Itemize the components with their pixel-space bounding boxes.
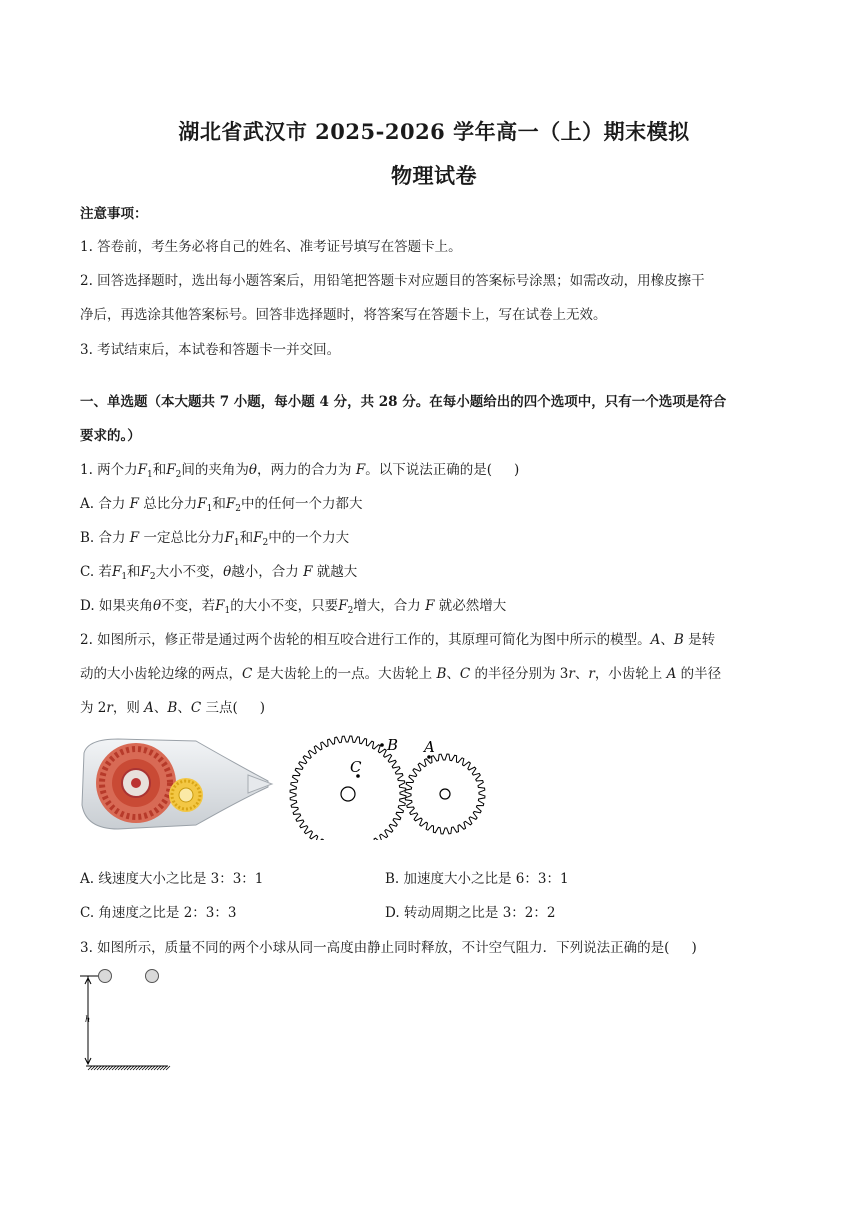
notice-item-1: 1. 答卷前，考生务必将自己的姓名、准考证号填写在答题卡上。 bbox=[80, 239, 462, 255]
falling-balls-diagram bbox=[76, 964, 176, 1076]
point-b-dot bbox=[380, 743, 384, 747]
yellow-gear bbox=[169, 778, 203, 812]
big-gear-axle bbox=[341, 787, 355, 801]
question-1-option-c: C. 若$F_1$和$F_2$大小不变，θ越小，合力 F 就越大 bbox=[80, 564, 358, 582]
exam-subject: 物理试卷 bbox=[391, 163, 477, 188]
question-2-option-d: D. 转动周期之比是 3：2：2 bbox=[385, 905, 556, 921]
ball-2 bbox=[146, 970, 159, 983]
question-2-stem-1: 2. 如图所示，修正带是通过两个齿轮的相互咬合进行工作的，其原理可简化为图中所示的模型。A、B 是转 bbox=[80, 632, 716, 648]
question-2-stem-2: 动的大小齿轮边缘的两点，C 是大齿轮上的一点。大齿轮上 B、C 的半径分别为 3r、r，小齿轮上 A 的半径 bbox=[80, 666, 722, 682]
notice-item-2a: 2. 回答选择题时，选出每小题答案后，用铅笔把答题卡对应题目的答案标号涂黑；如需改动，用橡皮擦干 bbox=[80, 273, 705, 289]
question-2-option-a: A. 线速度大小之比是 3：3：1 bbox=[80, 871, 264, 887]
question-1-option-b: B. 合力 F 一定总比分力$F_1$和$F_2$中的一个力大 bbox=[80, 530, 350, 548]
notice-item-3: 3. 考试结束后，本试卷和答题卡一并交回。 bbox=[80, 342, 341, 358]
exam-title: 湖北省武汉市 2025-2026 学年高一（上）期末模拟 bbox=[178, 119, 690, 144]
correction-tape-photo bbox=[78, 735, 274, 833]
label-b: B bbox=[387, 736, 399, 754]
notice-heading: 注意事项： bbox=[80, 206, 148, 222]
question-1-option-a: A. 合力 F 总比分力$F_1$和$F_2$中的任何一个力都大 bbox=[80, 496, 363, 514]
notice-item-2b: 净后，再选涂其他答案标号。回答非选择题时，将答案写在答题卡上，写在试卷上无效。 bbox=[80, 307, 607, 323]
question-1-option-d: D. 如果夹角θ不变，若$F_1$的大小不变，只要$F_2$增大，合力 F 就必然增大 bbox=[80, 598, 507, 616]
question-1-stem: 1. 两个力$F_1$和$F_2$间的夹角为θ，两力的合力为 F。以下说法正确的是( ) bbox=[80, 462, 520, 480]
question-2-stem-3: 为 2r，则 A、B、C 三点( ) bbox=[80, 700, 266, 716]
label-c: C bbox=[350, 758, 362, 776]
question-2-option-c: C. 角速度之比是 2：3：3 bbox=[80, 905, 237, 921]
question-2-option-b: B. 加速度大小之比是 6：3：1 bbox=[385, 871, 569, 887]
label-h: h bbox=[85, 1015, 91, 1024]
gear-diagram bbox=[282, 730, 492, 840]
section-heading: 一、单选题（本大题共 7 小题，每小题 4 分，共 28 分。在每小题给出的四个选项中，只有一个选项是符合 bbox=[80, 394, 727, 410]
red-gear bbox=[96, 743, 176, 823]
ball-1 bbox=[99, 970, 112, 983]
label-a: A bbox=[424, 738, 435, 756]
small-gear-axle bbox=[440, 789, 450, 799]
question-3-stem: 3. 如图所示，质量不同的两个小球从同一高度由静止同时释放，不计空气阻力．下列说法正确的是( ) bbox=[80, 940, 697, 956]
section-heading-cont: 要求的。） bbox=[80, 428, 141, 444]
